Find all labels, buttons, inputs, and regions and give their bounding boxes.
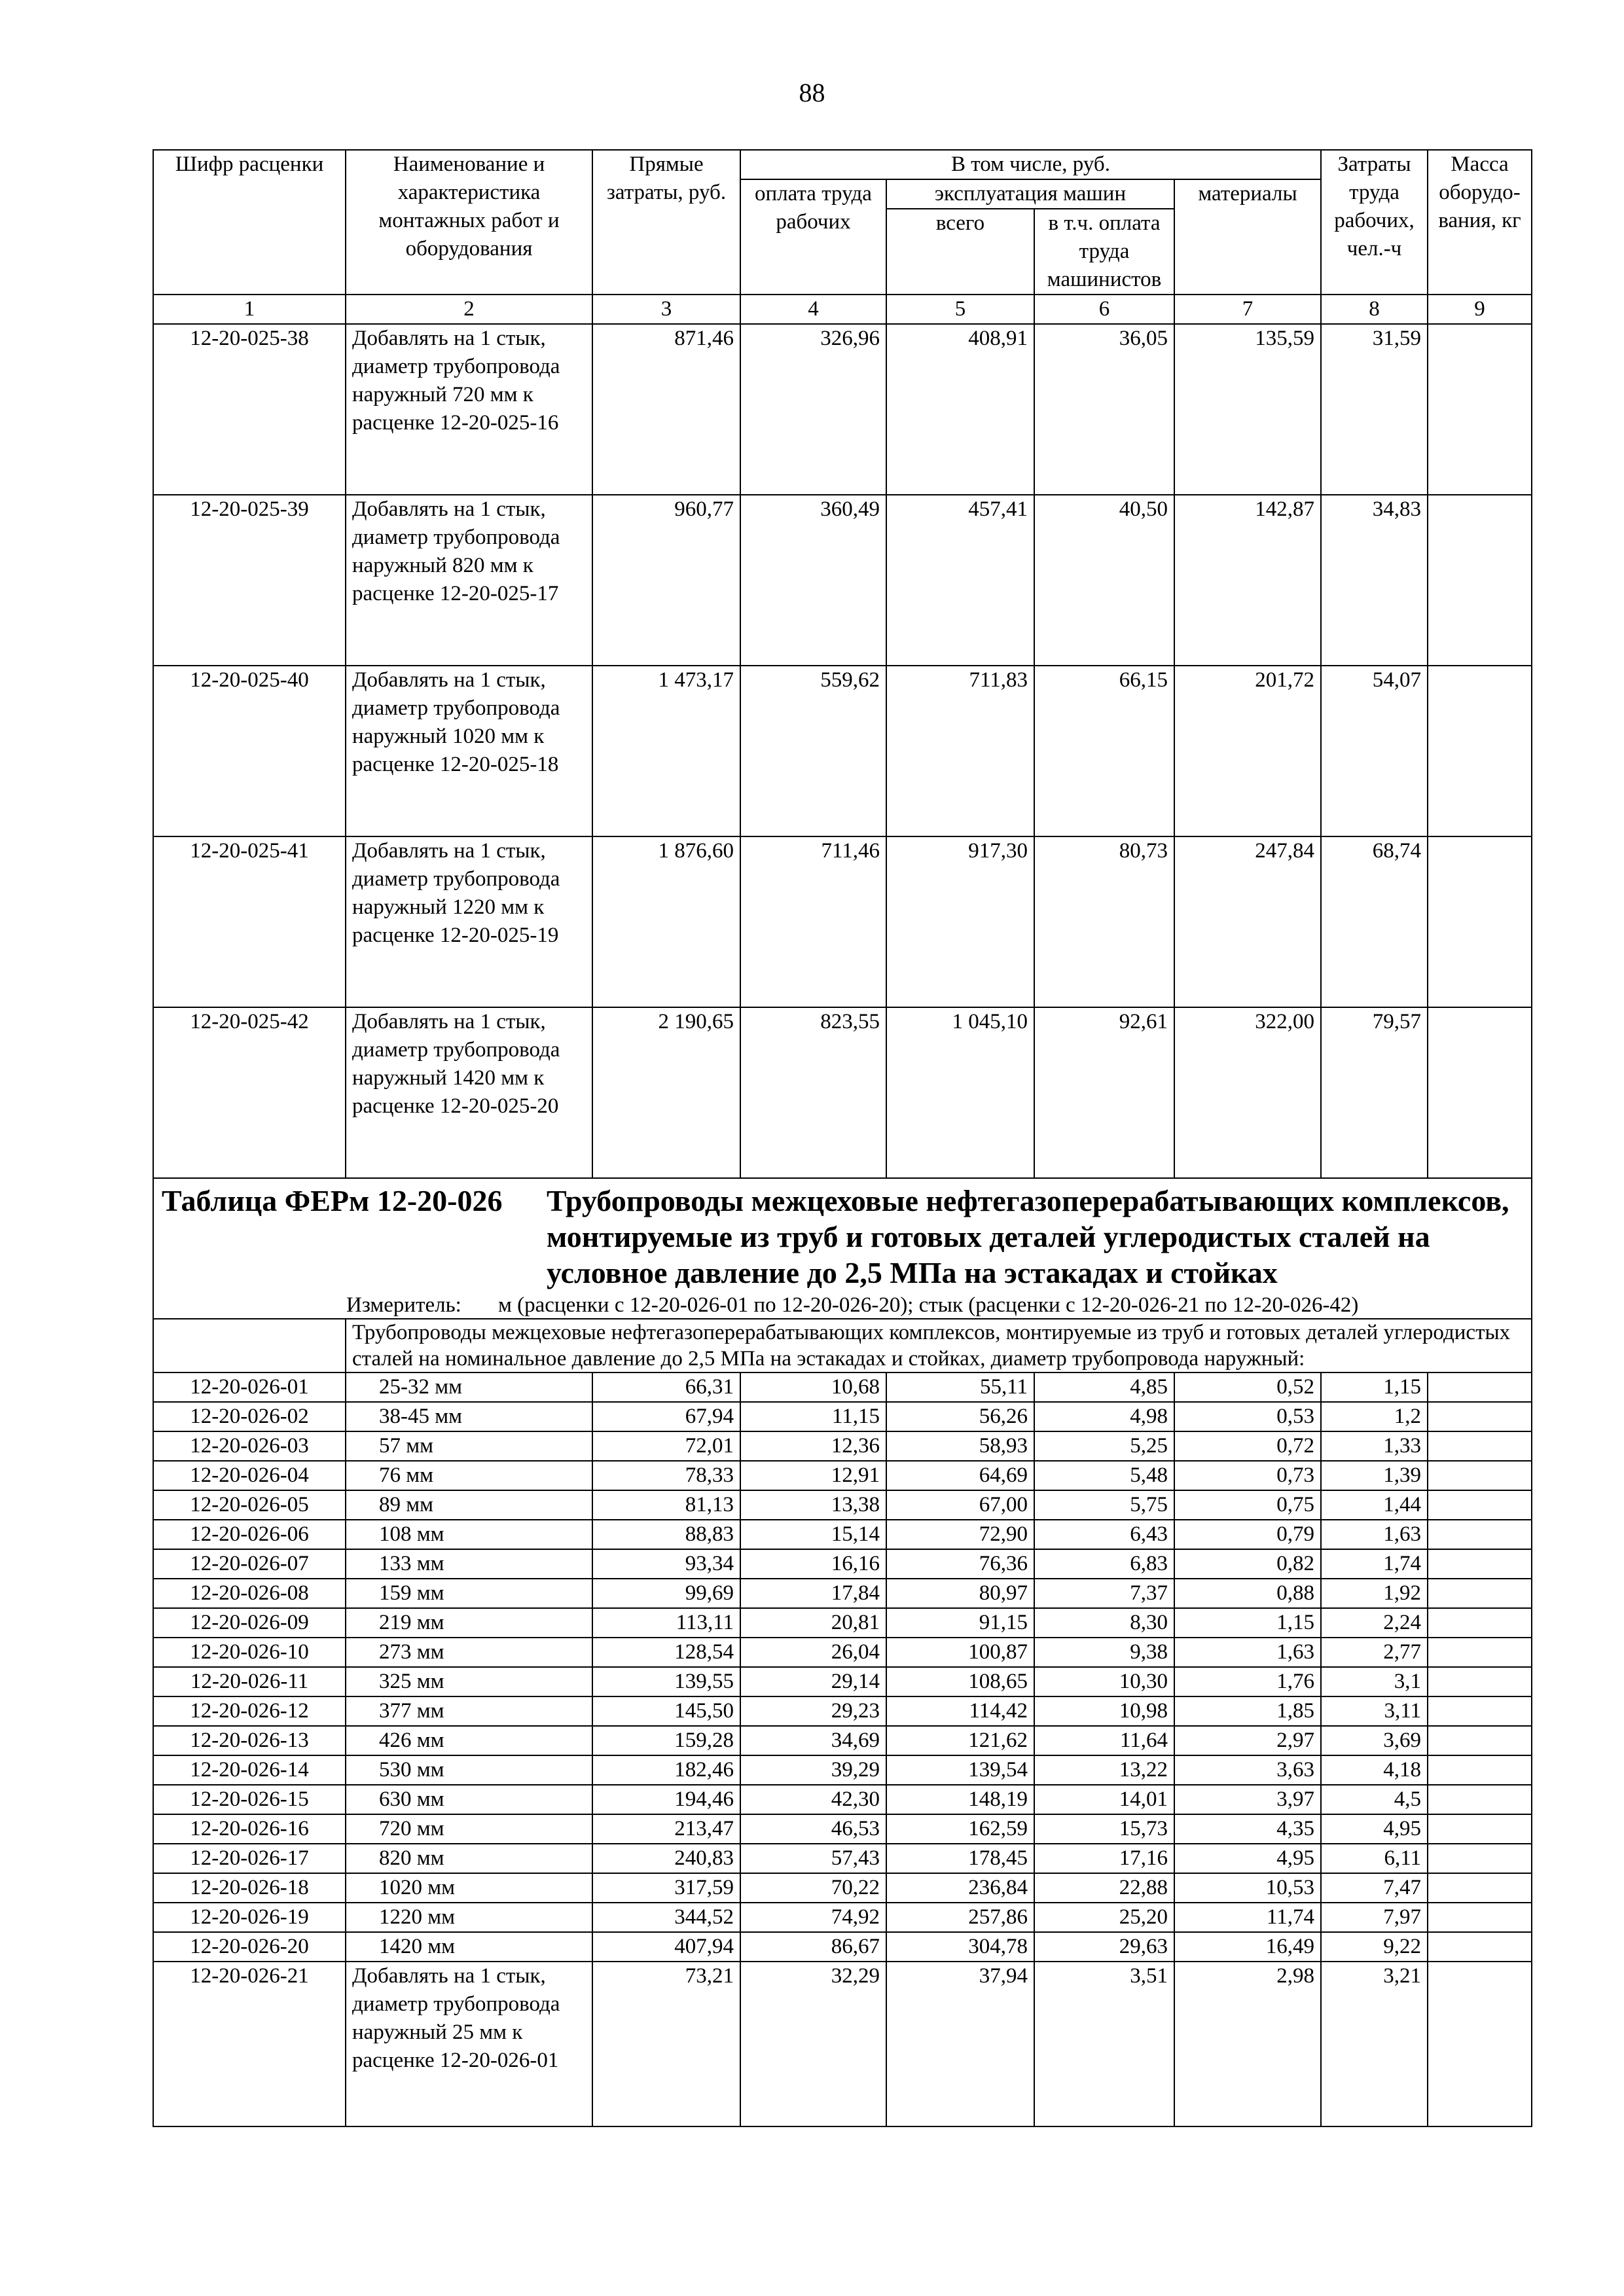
cell-name: 273 мм <box>346 1638 592 1667</box>
cell-wages: 86,67 <box>740 1932 886 1962</box>
cell-machines: 304,78 <box>886 1932 1034 1962</box>
cell-direct: 93,34 <box>592 1549 740 1579</box>
cell-materials: 3,63 <box>1174 1755 1321 1785</box>
cell-labor: 1,33 <box>1321 1431 1428 1461</box>
cell-machines: 257,86 <box>886 1903 1034 1932</box>
cell-labor: 9,22 <box>1321 1932 1428 1962</box>
cell-direct: 344,52 <box>592 1903 740 1932</box>
cell-machinists: 25,20 <box>1034 1903 1174 1932</box>
cell-direct: 213,47 <box>592 1814 740 1844</box>
cell-machines: 76,36 <box>886 1549 1034 1579</box>
cell-name: 25-32 мм <box>346 1372 592 1402</box>
cell-labor: 1,15 <box>1321 1372 1428 1402</box>
table-row <box>153 1962 1532 2126</box>
table-row <box>153 1667 1532 1696</box>
cell-code: 12-20-025-38 <box>153 324 346 495</box>
cell-materials: 4,35 <box>1174 1814 1321 1844</box>
cell-machinists: 36,05 <box>1034 324 1174 495</box>
cell-name: Добавлять на 1 стык, диаметр трубопровода наружный 720 мм к расценке 12-20-025-16 <box>346 324 592 495</box>
cell-mass <box>1428 1608 1532 1638</box>
cell-materials: 322,00 <box>1174 1007 1321 1178</box>
cell-code: 12-20-026-18 <box>153 1873 346 1903</box>
header-incl: В том числе, руб. <box>740 150 1321 179</box>
cell-code: 12-20-026-20 <box>153 1932 346 1962</box>
cell-code: 12-20-026-16 <box>153 1814 346 1844</box>
cell-machinists: 10,98 <box>1034 1696 1174 1726</box>
cell-code: 12-20-026-09 <box>153 1608 346 1638</box>
cell-machinists: 17,16 <box>1034 1844 1174 1873</box>
cell-machines: 64,69 <box>886 1461 1034 1490</box>
cell-materials: 16,49 <box>1174 1932 1321 1962</box>
cell-code: 12-20-026-05 <box>153 1490 346 1520</box>
cell-labor: 1,63 <box>1321 1520 1428 1549</box>
col-num: 4 <box>740 295 886 324</box>
cell-machinists: 29,63 <box>1034 1932 1174 1962</box>
cell-wages: 10,68 <box>740 1372 886 1402</box>
cell-name: 325 мм <box>346 1667 592 1696</box>
cell-mass <box>1428 1372 1532 1402</box>
header-name: Наименование и характеристика монтажных работ и оборудования <box>346 150 592 295</box>
cell-code: 12-20-026-02 <box>153 1402 346 1431</box>
cell-wages: 12,91 <box>740 1461 886 1490</box>
cell-direct: 139,55 <box>592 1667 740 1696</box>
cell-machines: 711,83 <box>886 666 1034 836</box>
col-num: 6 <box>1034 295 1174 324</box>
header-materials: материалы <box>1174 179 1321 295</box>
cell-mass <box>1428 1490 1532 1520</box>
cell-machinists: 6,43 <box>1034 1520 1174 1549</box>
cell-code: 12-20-026-12 <box>153 1696 346 1726</box>
cell-machines: 148,19 <box>886 1785 1034 1814</box>
cell-materials: 2,98 <box>1174 1962 1321 2126</box>
cell-code: 12-20-026-14 <box>153 1755 346 1785</box>
cell-name: 89 мм <box>346 1490 592 1520</box>
cell-code: 12-20-025-39 <box>153 495 346 666</box>
cell-direct: 67,94 <box>592 1402 740 1431</box>
cell-name: Добавлять на 1 стык, диаметр трубопровода наружный 1220 мм к расценке 12-20-025-19 <box>346 836 592 1007</box>
cell-direct: 240,83 <box>592 1844 740 1873</box>
cell-labor: 3,11 <box>1321 1696 1428 1726</box>
cell-materials: 0,72 <box>1174 1431 1321 1461</box>
cell-machines: 80,97 <box>886 1579 1034 1608</box>
cell-wages: 20,81 <box>740 1608 886 1638</box>
cell-name: 1020 мм <box>346 1873 592 1903</box>
cell-materials: 0,82 <box>1174 1549 1321 1579</box>
cell-labor: 1,39 <box>1321 1461 1428 1490</box>
cell-labor: 4,95 <box>1321 1814 1428 1844</box>
cell-name: 820 мм <box>346 1844 592 1873</box>
cell-direct: 407,94 <box>592 1932 740 1962</box>
cell-wages: 360,49 <box>740 495 886 666</box>
table-row <box>153 1461 1532 1490</box>
table-row <box>153 1903 1532 1932</box>
cell-direct: 871,46 <box>592 324 740 495</box>
cell-code: 12-20-025-42 <box>153 1007 346 1178</box>
cell-code: 12-20-026-01 <box>153 1372 346 1402</box>
cell-materials: 3,97 <box>1174 1785 1321 1814</box>
cell-labor: 3,69 <box>1321 1726 1428 1755</box>
header-labor: Затраты труда рабочих, чел.-ч <box>1321 150 1428 295</box>
cell-mass <box>1428 1873 1532 1903</box>
header-direct: Прямые затраты, руб. <box>592 150 740 295</box>
cell-name: 219 мм <box>346 1608 592 1638</box>
cell-machines: 114,42 <box>886 1696 1034 1726</box>
section-label: Таблица ФЕРм 12-20-026 <box>162 1184 503 1217</box>
cell-labor: 31,59 <box>1321 324 1428 495</box>
cell-wages: 70,22 <box>740 1873 886 1903</box>
cell-direct: 81,13 <box>592 1490 740 1520</box>
table-row <box>153 666 1532 836</box>
cell-wages: 34,69 <box>740 1726 886 1755</box>
cell-labor: 7,47 <box>1321 1873 1428 1903</box>
cell-machinists: 8,30 <box>1034 1608 1174 1638</box>
cell-wages: 42,30 <box>740 1785 886 1814</box>
table-row <box>153 1520 1532 1549</box>
cell-mass <box>1428 1726 1532 1755</box>
cell-machinists: 5,48 <box>1034 1461 1174 1490</box>
cell-mass <box>1428 324 1532 495</box>
col-num: 5 <box>886 295 1034 324</box>
cell-code: 12-20-026-17 <box>153 1844 346 1873</box>
cell-code: 12-20-026-08 <box>153 1579 346 1608</box>
cell-name: 133 мм <box>346 1549 592 1579</box>
cell-mass <box>1428 666 1532 836</box>
cell-machines: 108,65 <box>886 1667 1034 1696</box>
cell-materials: 0,53 <box>1174 1402 1321 1431</box>
rows-top <box>153 324 1532 1178</box>
cell-materials: 4,95 <box>1174 1844 1321 1873</box>
table-row <box>153 1726 1532 1755</box>
cell-labor: 3,1 <box>1321 1667 1428 1696</box>
cell-materials: 1,15 <box>1174 1608 1321 1638</box>
cell-materials: 0,52 <box>1174 1372 1321 1402</box>
cell-mass <box>1428 1814 1532 1844</box>
cell-machinists: 3,51 <box>1034 1962 1174 2126</box>
cell-machinists: 13,22 <box>1034 1755 1174 1785</box>
cell-machinists: 4,98 <box>1034 1402 1174 1431</box>
cell-direct: 66,31 <box>592 1372 740 1402</box>
cell-direct: 72,01 <box>592 1431 740 1461</box>
cell-name: Добавлять на 1 стык, диаметр трубопровода наружный 820 мм к расценке 12-20-025-17 <box>346 495 592 666</box>
cell-wages: 17,84 <box>740 1579 886 1608</box>
header-total: всего <box>886 209 1034 295</box>
cell-name: 530 мм <box>346 1755 592 1785</box>
cell-machines: 121,62 <box>886 1726 1034 1755</box>
cell-direct: 113,11 <box>592 1608 740 1638</box>
cell-machinists: 11,64 <box>1034 1726 1174 1755</box>
cell-code: 12-20-026-13 <box>153 1726 346 1755</box>
col-num: 2 <box>346 295 592 324</box>
header-wages: оплата труда рабочих <box>740 179 886 295</box>
table-row <box>153 1372 1532 1402</box>
cell-wages: 559,62 <box>740 666 886 836</box>
cell-mass <box>1428 1431 1532 1461</box>
cell-materials: 201,72 <box>1174 666 1321 836</box>
cell-labor: 2,24 <box>1321 1608 1428 1638</box>
cell-machinists: 22,88 <box>1034 1873 1174 1903</box>
cell-materials: 0,79 <box>1174 1520 1321 1549</box>
cell-wages: 39,29 <box>740 1755 886 1785</box>
col-num: 1 <box>153 295 346 324</box>
table-row <box>153 836 1532 1007</box>
cell-materials: 10,53 <box>1174 1873 1321 1903</box>
cell-machines: 457,41 <box>886 495 1034 666</box>
cell-wages: 326,96 <box>740 324 886 495</box>
table-row <box>153 1007 1532 1178</box>
cell-direct: 194,46 <box>592 1785 740 1814</box>
table-row <box>153 495 1532 666</box>
rows-bottom <box>153 1372 1532 2126</box>
cell-direct: 960,77 <box>592 495 740 666</box>
cell-name: 57 мм <box>346 1431 592 1461</box>
cell-machines: 1 045,10 <box>886 1007 1034 1178</box>
cell-code: 12-20-026-11 <box>153 1667 346 1696</box>
table-row <box>153 1932 1532 1962</box>
cell-labor: 54,07 <box>1321 666 1428 836</box>
cell-machinists: 92,61 <box>1034 1007 1174 1178</box>
cell-mass <box>1428 1696 1532 1726</box>
table-row <box>153 1608 1532 1638</box>
cell-labor: 1,92 <box>1321 1579 1428 1608</box>
cell-machines: 56,26 <box>886 1402 1034 1431</box>
measure-label: Измеритель: <box>346 1293 461 1317</box>
cell-mass <box>1428 1638 1532 1667</box>
cell-labor: 79,57 <box>1321 1007 1428 1178</box>
cell-materials: 0,73 <box>1174 1461 1321 1490</box>
cell-mass <box>1428 1402 1532 1431</box>
cell-materials: 142,87 <box>1174 495 1321 666</box>
table-row <box>153 1814 1532 1844</box>
cell-wages: 11,15 <box>740 1402 886 1431</box>
cell-materials: 247,84 <box>1174 836 1321 1007</box>
cell-materials: 1,85 <box>1174 1696 1321 1726</box>
cell-machines: 139,54 <box>886 1755 1034 1785</box>
group-row <box>153 1319 1532 1372</box>
price-table <box>153 149 1532 2127</box>
cell-wages: 823,55 <box>740 1007 886 1178</box>
cell-machinists: 6,83 <box>1034 1549 1174 1579</box>
col-num: 9 <box>1428 295 1532 324</box>
cell-labor: 4,5 <box>1321 1785 1428 1814</box>
cell-direct: 159,28 <box>592 1726 740 1755</box>
cell-name: 630 мм <box>346 1785 592 1814</box>
cell-wages: 74,92 <box>740 1903 886 1932</box>
cell-machines: 55,11 <box>886 1372 1034 1402</box>
cell-machinists: 14,01 <box>1034 1785 1174 1814</box>
cell-machines: 162,59 <box>886 1814 1034 1844</box>
header-incl-wages: в т.ч. оплата труда машинистов <box>1034 209 1174 295</box>
cell-machines: 72,90 <box>886 1520 1034 1549</box>
cell-wages: 29,14 <box>740 1667 886 1696</box>
cell-mass <box>1428 1903 1532 1932</box>
cell-mass <box>1428 1461 1532 1490</box>
cell-machines: 37,94 <box>886 1962 1034 2126</box>
cell-name: 108 мм <box>346 1520 592 1549</box>
cell-mass <box>1428 1844 1532 1873</box>
cell-direct: 145,50 <box>592 1696 740 1726</box>
cell-mass <box>1428 1579 1532 1608</box>
cell-mass <box>1428 836 1532 1007</box>
cell-materials: 2,97 <box>1174 1726 1321 1755</box>
cell-code: 12-20-026-06 <box>153 1520 346 1549</box>
cell-direct: 73,21 <box>592 1962 740 2126</box>
cell-materials: 0,75 <box>1174 1490 1321 1520</box>
cell-wages: 57,43 <box>740 1844 886 1873</box>
cell-labor: 6,11 <box>1321 1844 1428 1873</box>
section-title-text: Трубопроводы межцеховые нефтегазоперерабатывающих комплексов, монтируемые из труб и готовых деталей углеродистых сталей на условное давление до 2,5 МПа на эстакадах и стойках <box>547 1184 1509 1289</box>
cell-labor: 4,18 <box>1321 1755 1428 1785</box>
cell-name: 159 мм <box>346 1579 592 1608</box>
section-title <box>162 1179 1525 1291</box>
cell-direct: 1 876,60 <box>592 836 740 1007</box>
cell-machines: 408,91 <box>886 324 1034 495</box>
table-row <box>153 1579 1532 1608</box>
cell-materials: 135,59 <box>1174 324 1321 495</box>
cell-name: 38-45 мм <box>346 1402 592 1431</box>
cell-machines: 58,93 <box>886 1431 1034 1461</box>
cell-wages: 711,46 <box>740 836 886 1007</box>
header-mass: Масса оборудо-вания, кг <box>1428 150 1532 295</box>
cell-machinists: 9,38 <box>1034 1638 1174 1667</box>
cell-mass <box>1428 495 1532 666</box>
cell-direct: 128,54 <box>592 1638 740 1667</box>
table-row <box>153 1844 1532 1873</box>
table-row <box>153 1402 1532 1431</box>
cell-code: 12-20-026-07 <box>153 1549 346 1579</box>
cell-machinists: 15,73 <box>1034 1814 1174 1844</box>
cell-name: Добавлять на 1 стык, диаметр трубопровода наружный 1020 мм к расценке 12-20-025-18 <box>346 666 592 836</box>
cell-name: Добавлять на 1 стык, диаметр трубопровода наружный 1420 мм к расценке 12-20-025-20 <box>346 1007 592 1178</box>
cell-code: 12-20-026-10 <box>153 1638 346 1667</box>
cell-wages: 13,38 <box>740 1490 886 1520</box>
cell-mass <box>1428 1755 1532 1785</box>
measure-text: м (расценки с 12-20-026-01 по 12-20-026-20); стык (расценки с 12-20-026-21 по 12-20-026-42) <box>498 1293 1359 1317</box>
cell-name: 720 мм <box>346 1814 592 1844</box>
cell-direct: 99,69 <box>592 1579 740 1608</box>
cell-direct: 1 473,17 <box>592 666 740 836</box>
cell-name: 377 мм <box>346 1696 592 1726</box>
cell-materials: 1,63 <box>1174 1638 1321 1667</box>
cell-wages: 12,36 <box>740 1431 886 1461</box>
cell-name: 426 мм <box>346 1726 592 1755</box>
cell-machines: 917,30 <box>886 836 1034 1007</box>
table-row <box>153 1549 1532 1579</box>
cell-wages: 32,29 <box>740 1962 886 2126</box>
cell-mass <box>1428 1785 1532 1814</box>
cell-machinists: 5,25 <box>1034 1431 1174 1461</box>
table-row <box>153 1431 1532 1461</box>
cell-code: 12-20-026-21 <box>153 1962 346 2126</box>
cell-machines: 91,15 <box>886 1608 1034 1638</box>
page-number: 88 <box>799 78 825 107</box>
table-row <box>153 324 1532 495</box>
cell-name: 1220 мм <box>346 1903 592 1932</box>
cell-code: 12-20-025-41 <box>153 836 346 1007</box>
cell-mass <box>1428 1932 1532 1962</box>
header-machines: эксплуатация машин <box>886 179 1174 209</box>
cell-machines: 178,45 <box>886 1844 1034 1873</box>
cell-wages: 46,53 <box>740 1814 886 1844</box>
cell-code: 12-20-026-03 <box>153 1431 346 1461</box>
cell-machines: 100,87 <box>886 1638 1034 1667</box>
cell-code: 12-20-025-40 <box>153 666 346 836</box>
cell-materials: 1,76 <box>1174 1667 1321 1696</box>
header-code: Шифр расценки <box>153 150 346 295</box>
cell-machinists: 80,73 <box>1034 836 1174 1007</box>
cell-code: 12-20-026-15 <box>153 1785 346 1814</box>
cell-machines: 236,84 <box>886 1873 1034 1903</box>
cell-wages: 15,14 <box>740 1520 886 1549</box>
table-row <box>153 1873 1532 1903</box>
cell-machinists: 4,85 <box>1034 1372 1174 1402</box>
cell-mass <box>1428 1549 1532 1579</box>
cell-mass <box>1428 1962 1532 2126</box>
cell-direct: 317,59 <box>592 1873 740 1903</box>
cell-wages: 29,23 <box>740 1696 886 1726</box>
table-row <box>153 1785 1532 1814</box>
cell-materials: 0,88 <box>1174 1579 1321 1608</box>
cell-labor: 1,44 <box>1321 1490 1428 1520</box>
cell-labor: 1,74 <box>1321 1549 1428 1579</box>
cell-mass <box>1428 1007 1532 1178</box>
cell-machinists: 10,30 <box>1034 1667 1174 1696</box>
cell-direct: 2 190,65 <box>592 1007 740 1178</box>
cell-machinists: 66,15 <box>1034 666 1174 836</box>
cell-name: Добавлять на 1 стык, диаметр трубопровода наружный 25 мм к расценке 12-20-026-01 <box>346 1962 592 2126</box>
col-num: 8 <box>1321 295 1428 324</box>
cell-labor: 1,2 <box>1321 1402 1428 1431</box>
cell-machinists: 5,75 <box>1034 1490 1174 1520</box>
table-row <box>153 1638 1532 1667</box>
cell-direct: 88,83 <box>592 1520 740 1549</box>
cell-direct: 182,46 <box>592 1755 740 1785</box>
cell-labor: 68,74 <box>1321 836 1428 1007</box>
cell-labor: 3,21 <box>1321 1962 1428 2126</box>
cell-materials: 11,74 <box>1174 1903 1321 1932</box>
cell-name: 1420 мм <box>346 1932 592 1962</box>
section-header-row <box>153 1178 1532 1319</box>
cell-code: 12-20-026-04 <box>153 1461 346 1490</box>
group-description: Трубопроводы межцеховые нефтегазоперерабатывающих комплексов, монтируемые из труб и готовых деталей углеродистых сталей на номинальное давление до 2,5 МПа на эстакадах и стойках, диаметр трубопровода наружный: <box>346 1319 1532 1372</box>
cell-mass <box>1428 1667 1532 1696</box>
section-measure <box>162 1291 1525 1318</box>
cell-direct: 78,33 <box>592 1461 740 1490</box>
cell-mass <box>1428 1520 1532 1549</box>
cell-machinists: 40,50 <box>1034 495 1174 666</box>
cell-wages: 26,04 <box>740 1638 886 1667</box>
col-num: 3 <box>592 295 740 324</box>
cell-name: 76 мм <box>346 1461 592 1490</box>
cell-labor: 34,83 <box>1321 495 1428 666</box>
col-num: 7 <box>1174 295 1321 324</box>
table-row <box>153 1696 1532 1726</box>
cell-labor: 7,97 <box>1321 1903 1428 1932</box>
cell-labor: 2,77 <box>1321 1638 1428 1667</box>
table-row <box>153 1490 1532 1520</box>
cell-machinists: 7,37 <box>1034 1579 1174 1608</box>
cell-wages: 16,16 <box>740 1549 886 1579</box>
cell-code: 12-20-026-19 <box>153 1903 346 1932</box>
cell-machines: 67,00 <box>886 1490 1034 1520</box>
table-row <box>153 1755 1532 1785</box>
